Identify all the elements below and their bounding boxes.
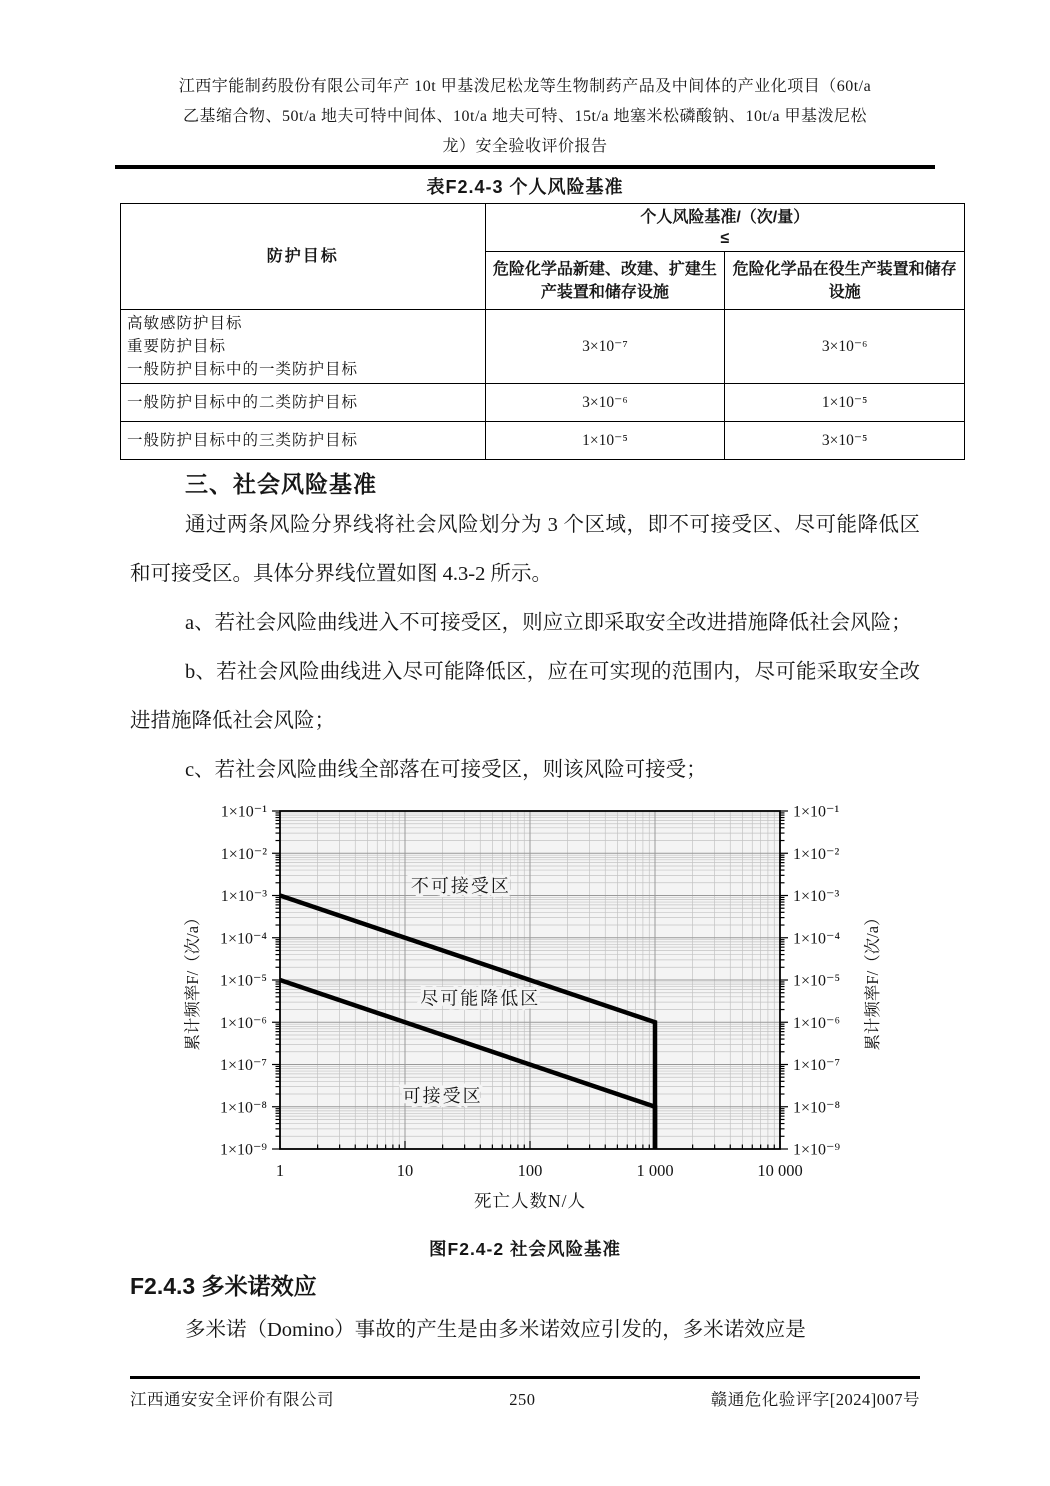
less-equal-symbol: ≤ xyxy=(720,230,730,247)
header-line-3: 龙）安全验收评价报告 xyxy=(442,138,608,155)
paragraph-a: a、若社会风险曲线进入不可接受区，则应立即采取安全改进措施降低社会风险； xyxy=(185,612,912,634)
social-risk-chart xyxy=(172,797,902,1229)
col-header-new-facilities: 危险化学品新建、改建、扩建生产装置和储存设施 xyxy=(485,252,725,310)
risk-value-inservice: 1×10⁻⁵ xyxy=(725,384,965,422)
col-header-criteria xyxy=(485,204,964,252)
paragraph-c: c、若社会风险曲线全部落在可接受区，则该风险可接受； xyxy=(185,759,707,781)
x-tick-label: 1 000 xyxy=(636,1161,674,1180)
target-line: 高敏感防护目标 xyxy=(127,315,243,332)
social-risk-section xyxy=(130,468,920,795)
region-label: 可接受区 xyxy=(402,1085,483,1106)
footer-doc-number: 赣通危化验评字[2024]007号 xyxy=(710,1390,920,1409)
table-row xyxy=(121,422,965,460)
social-risk-figure xyxy=(172,797,1050,1234)
criteria-unit-label: 个人风险基准/（次/量） xyxy=(640,209,810,226)
y-tick-label-left: 1×10⁻² xyxy=(220,845,267,863)
y-tick-label-left: 1×10⁻⁶ xyxy=(219,1014,267,1032)
figure-caption: 图F2.4-2 社会风险基准 xyxy=(429,1239,621,1259)
y-tick-label-left: 1×10⁻⁸ xyxy=(219,1099,267,1117)
target-cell: 一般防护目标中的二类防护目标 xyxy=(121,384,486,422)
y-tick-label-right: 1×10⁻⁶ xyxy=(793,1014,841,1032)
paragraph-domino: 多米诺（Domino）事故的产生是由多米诺效应引发的，多米诺效应是 xyxy=(185,1319,806,1341)
y-tick-label-right: 1×10⁻⁷ xyxy=(793,1057,841,1074)
y-tick-label-left: 1×10⁻⁹ xyxy=(219,1141,267,1159)
y-axis-title-left: 累计频率F/（次/a） xyxy=(183,909,202,1051)
risk-value-new: 3×10⁻⁷ xyxy=(485,310,725,384)
x-axis-title: 死亡人数N/人 xyxy=(474,1191,586,1211)
region-label: 尽可能降低区 xyxy=(420,988,541,1009)
personal-risk-table xyxy=(120,203,965,460)
target-cell: 一般防护目标中的三类防护目标 xyxy=(121,422,486,460)
y-tick-label-right: 1×10⁻⁸ xyxy=(793,1099,841,1117)
y-tick-label-right: 1×10⁻³ xyxy=(793,888,840,905)
paragraph-b: b、若社会风险曲线进入尽可能降低区，应在可实现的范围内，尽可能采取安全改进措施降低社会风险； xyxy=(130,661,920,732)
y-tick-label-left: 1×10⁻⁵ xyxy=(219,972,267,990)
x-tick-label: 10 000 xyxy=(757,1161,803,1180)
table-header-row-1 xyxy=(121,204,965,252)
page-footer xyxy=(130,1376,920,1410)
y-tick-label-left: 1×10⁻⁴ xyxy=(219,930,267,948)
target-line: 一般防护目标中的一类防护目标 xyxy=(127,361,359,378)
y-tick-label-right: 1×10⁻⁹ xyxy=(793,1141,841,1159)
y-tick-label-right: 1×10⁻¹ xyxy=(793,803,840,821)
region-label: 不可接受区 xyxy=(410,876,511,897)
y-tick-label-left: 1×10⁻⁷ xyxy=(219,1057,267,1074)
domino-section xyxy=(130,1306,920,1355)
x-tick-label: 10 xyxy=(396,1161,414,1180)
y-axis-title-right: 累计频率F/（次/a） xyxy=(863,909,882,1051)
y-tick-label-left: 1×10⁻¹ xyxy=(220,803,267,821)
document-header xyxy=(115,72,935,169)
paragraph-intro: 通过两条风险分界线将社会风险划分为 3 个区域，即不可接受区、尽可能降低区和可接受区。具体分界线位置如图 4.3-2 所示。 xyxy=(130,514,920,585)
y-tick-label-right: 1×10⁻⁴ xyxy=(793,930,841,948)
y-tick-label-right: 1×10⁻² xyxy=(793,845,840,863)
risk-value-inservice: 3×10⁻⁶ xyxy=(725,310,965,384)
target-cell xyxy=(121,310,486,384)
col-header-inservice-facilities: 危险化学品在役生产装置和储存设施 xyxy=(725,252,965,310)
header-line-2: 乙基缩合物、50t/a 地夫可特中间体、10t/a 地夫可特、15t/a 地塞米松磷酸钠、10t/a 甲基泼尼松 xyxy=(183,108,867,125)
domino-heading: F2.4.3 多米诺效应 xyxy=(130,1273,317,1299)
table-title: 表F2.4-3 个人风险基准 xyxy=(426,177,624,197)
table-row xyxy=(121,384,965,422)
y-tick-label-right: 1×10⁻⁵ xyxy=(793,972,841,990)
risk-value-new: 3×10⁻⁶ xyxy=(485,384,725,422)
header-line-1: 江西宇能制药股份有限公司年产 10t 甲基泼尼松龙等生物制药产品及中间体的产业化项目（60t/a xyxy=(178,78,872,95)
social-risk-heading: 三、社会风险基准 xyxy=(185,471,377,497)
col-header-target: 防护目标 xyxy=(121,204,486,310)
risk-value-inservice: 3×10⁻⁵ xyxy=(725,422,965,460)
footer-company: 江西通安安全评价有限公司 xyxy=(130,1390,334,1409)
x-tick-label: 1 xyxy=(275,1161,285,1180)
risk-value-new: 1×10⁻⁵ xyxy=(485,422,725,460)
target-line: 重要防护目标 xyxy=(127,338,227,355)
y-tick-label-left: 1×10⁻³ xyxy=(220,888,267,905)
x-tick-label: 100 xyxy=(517,1161,543,1180)
table-row xyxy=(121,310,965,384)
footer-page-number: 250 xyxy=(509,1390,536,1409)
